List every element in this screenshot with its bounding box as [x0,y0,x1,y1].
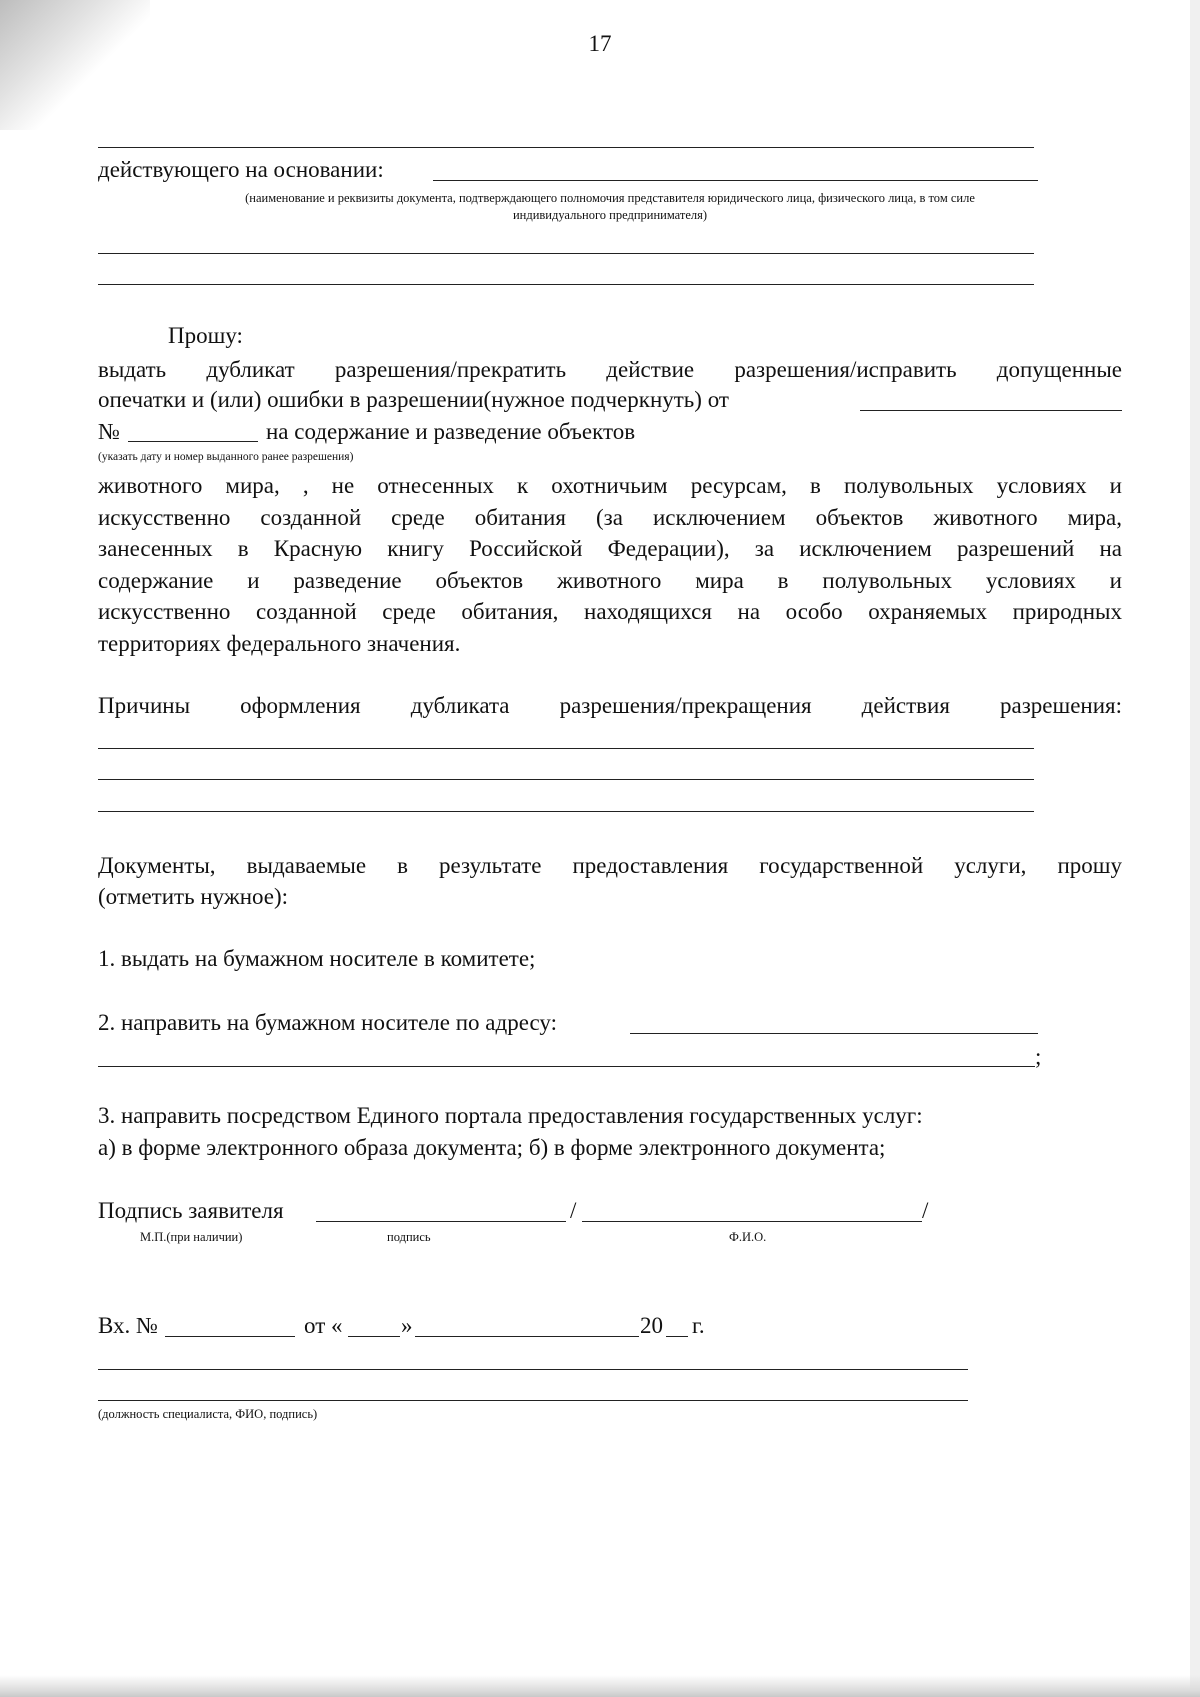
address-semicolon: ; [1035,1044,1042,1069]
incoming-number-label: Вх. № [98,1313,158,1338]
signature-caption: подпись [387,1230,431,1244]
request-line3-end: на содержание и разведение объектов [266,419,636,444]
incoming-month-input-line[interactable] [415,1336,639,1337]
scan-shadow-right [1190,0,1200,1697]
specialist-input-line[interactable] [98,1369,968,1370]
option-portal-forms: а) в форме электронного образа документа; б) в форме электронного документа; [98,1135,886,1160]
address-input-line[interactable] [630,1033,1038,1034]
reasons-input-line[interactable] [98,811,1034,812]
reasons-input-line[interactable] [98,748,1034,749]
incoming-day-input-line[interactable] [348,1336,400,1337]
request-line2-start: опечатки и (или) ошибки в разрешении(нужное подчеркнуть) от [98,387,729,412]
signature-input-line[interactable] [316,1221,566,1222]
permit-date-input-line[interactable] [860,410,1122,411]
request-para-line1: животного мира, , не отнесенных к охотничьим ресурсам, в полувольных условиях и [98,473,1122,498]
request-para-line4: содержание и разведение объектов животного мира в полувольных условиях и [98,567,1122,593]
documents-line2: (отметить нужное): [98,884,289,909]
incoming-year-input-line[interactable] [666,1336,688,1337]
incoming-year-suffix: г. [692,1313,705,1338]
permit-caption: (указать дату и номер выданного ранее разрешения) [98,451,354,463]
request-para-line2: искусственно созданной среде обитания (за исключением объектов животного мира, [98,504,1122,530]
incoming-quote-close: » [401,1313,413,1338]
basis-input-line[interactable] [433,180,1038,181]
option-paper-address[interactable]: 2. направить на бумажном носителе по адресу: [98,1010,557,1035]
request-heading: Прошу: [168,323,243,348]
documents-line1: Документы, выдаваемые в результате предоставления государственной услуги, прошу [98,853,1122,878]
permit-number-label: № [98,419,120,444]
signature-slash-right: / [922,1198,929,1223]
basis-caption-line2: индивидуального предпринимателя) [512,208,708,222]
full-name-input-line[interactable] [582,1221,922,1222]
reasons-label: Причины оформления дубликата разрешения/прекращения действия разрешения: [98,693,1122,718]
scan-shadow-bottom [0,1675,1200,1697]
scan-shadow-top-left [0,0,150,130]
full-name-caption: Ф.И.О. [729,1230,767,1244]
option-portal[interactable]: 3. направить посредством Единого портала предоставления государственных услуг: [98,1103,923,1128]
incoming-from-label: от « [304,1313,343,1338]
page-number: 17 [588,31,612,56]
basis-caption-line1: (наименование и реквизиты документа, подтверждающего полномочия представителя юридического лица, физического лица, в том силе [245,191,975,205]
specialist-input-line[interactable] [98,1400,968,1401]
blank-line [98,147,1034,148]
incoming-year-prefix: 20 [640,1313,663,1338]
request-para-line5: искусственно созданной среде обитания, находящихся на особо охраняемых природных [98,599,1122,624]
reasons-input-line[interactable] [98,779,1034,780]
basis-label: действующего на основании: [98,157,384,182]
incoming-number-input-line[interactable] [165,1336,295,1337]
address-input-line-2[interactable] [98,1066,1035,1067]
seal-caption: М.П.(при наличии) [140,1230,243,1244]
blank-line[interactable] [98,284,1034,285]
request-line1: выдать дубликат разрешения/прекратить действие разрешения/исправить допущенные [98,357,1122,382]
blank-line[interactable] [98,253,1034,254]
signature-label: Подпись заявителя [98,1198,284,1223]
permit-number-input-line[interactable] [128,441,258,442]
request-para-line3: занесенных в Красную книгу Российской Федерации), за исключением разрешений на [98,536,1122,561]
signature-slash-left: / [570,1198,577,1223]
option-paper-committee[interactable]: 1. выдать на бумажном носителе в комитете; [98,946,536,971]
specialist-caption: (должность специалиста, ФИО, подпись) [98,1407,318,1421]
request-para-line6: территориях федерального значения. [98,630,461,656]
